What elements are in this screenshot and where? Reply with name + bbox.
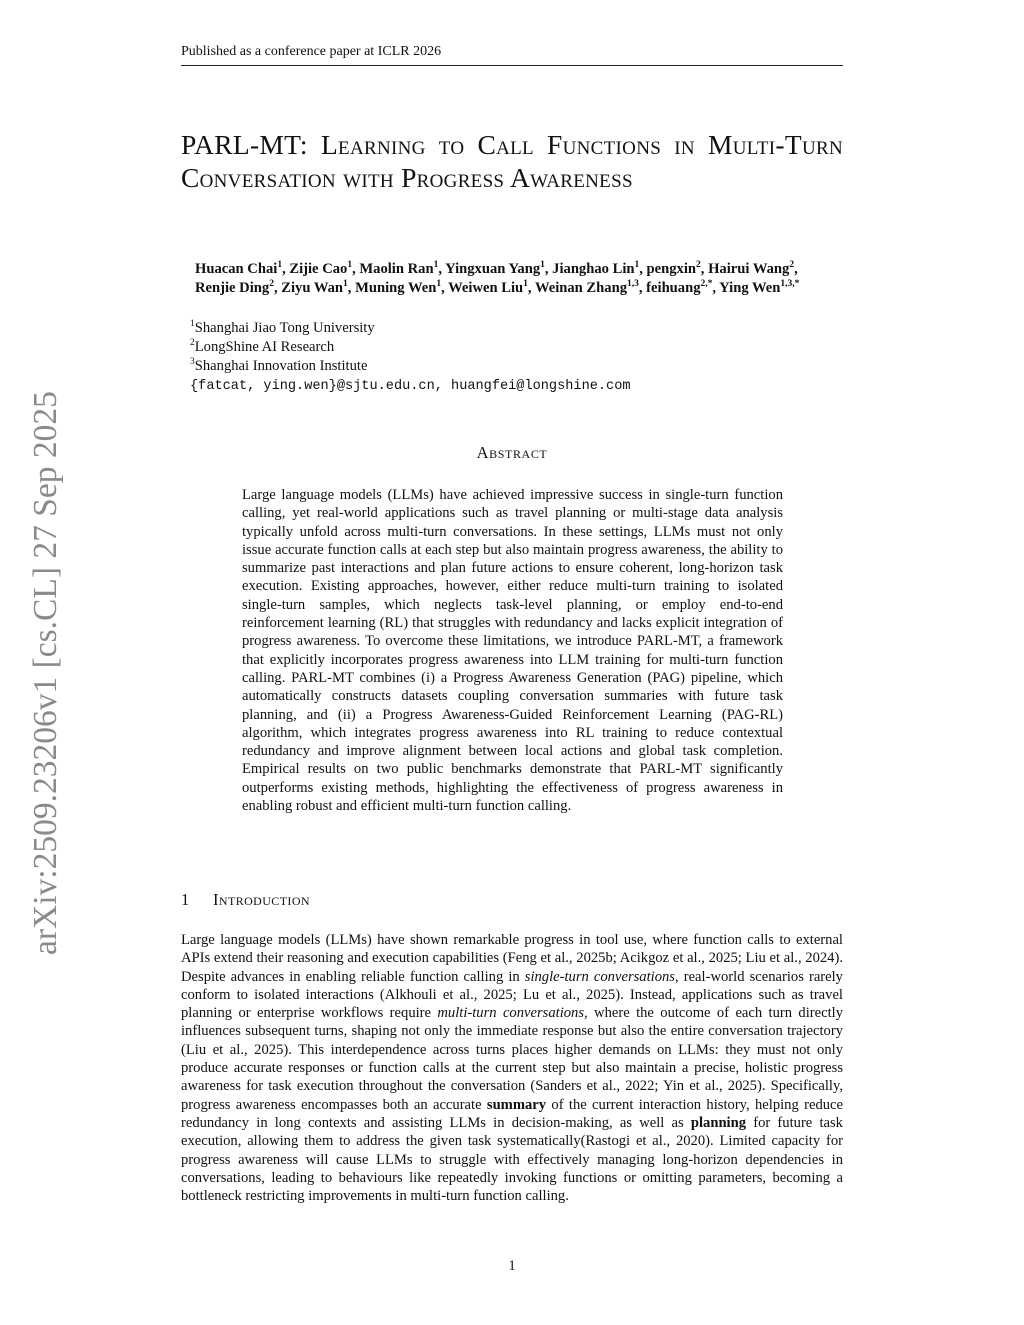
affiliation — [190, 357, 830, 376]
author-affiliation-mark: 1 — [343, 279, 348, 290]
author-name: feihuang — [646, 280, 701, 296]
author — [281, 280, 348, 296]
contact-emails: {fatcat, ying.wen}@sjtu.edu.cn, huangfei@longshine.com — [190, 378, 631, 394]
author — [289, 261, 352, 277]
emphasized-term: single-turn conversations — [524, 968, 675, 985]
author — [535, 280, 639, 296]
paragraph-text: for future task execution, allowing them to address the given task systematically(Rastogi et al., 2020). Limited capacity for progress awareness will cause LLMs to struggle with effectively managing long-horizon dependencies in conversations, leading to behaviours like repeatedly invoking functions or omitting parameters, becoming a bottleneck restricting improvements in multi-turn function calling. — [181, 1114, 843, 1205]
author-name: Yingxuan Yang — [445, 261, 541, 277]
author-affiliation-mark: 1 — [347, 260, 353, 271]
author-name: pengxin — [646, 261, 697, 277]
bold-term: summary — [486, 1096, 547, 1113]
bold-term: planning — [690, 1114, 747, 1131]
author — [359, 261, 438, 277]
author-affiliation-mark: 1 — [277, 260, 283, 271]
author-affiliation-mark: 2 — [696, 260, 701, 271]
author — [719, 280, 799, 296]
running-header: Published as a conference paper at ICLR 2026 — [181, 44, 843, 66]
author-name: Ying Wen — [719, 280, 781, 296]
paragraph-text: , real-world scenarios rarely conform to isolated interactions (Alkhouli et al., 2025; Lu et al., 2025). Instead, applications such as travel planning or enterprise workflows require — [181, 968, 843, 1022]
author-name: Jianghao Lin — [552, 261, 635, 277]
author — [708, 261, 794, 277]
author-affiliation-mark: 1 — [433, 260, 439, 271]
author — [552, 261, 639, 277]
author-affiliation-mark: 1 — [634, 260, 640, 271]
affiliation-name: Shanghai Jiao Tong University — [194, 320, 375, 336]
author — [646, 280, 712, 296]
author-affiliation-mark: 1,3 — [627, 279, 639, 290]
affiliation-list — [190, 319, 830, 396]
author-affiliation-mark: 2,* — [700, 279, 713, 290]
paragraph-text: Large language models (LLMs) have shown remarkable progress in tool use, where function calls to external APIs extend their reasoning and execution capabilities (Feng et al., 2025b; Acikgoz et al., 2025; Liu et al., 2024). Despite advances in enabling reliable function calling in — [181, 932, 843, 985]
author-affiliation-mark: 2 — [789, 260, 795, 271]
author-name: Muning Wen — [355, 280, 437, 296]
abstract-text: Large language models (LLMs) have achieved impressive success in single-turn function calling, yet real-world applications such as travel planning or multi-stage data analysis typically unfold across multi-turn conversations. In these settings, LLMs must not only issue accurate function calls at each step but also maintain progress awareness, the ability to summarize past interactions and plan future actions to ensure coherent, long-horizon task execution. Existing approaches, however, either reduce multi-turn training to isolated single-turn samples, which neglects task-level planning, or employ end-to-end reinforcement learning (RL) that struggles with redundancy and lacks explicit integration of progress awareness. To overcome these limitations, we introduce PARL-MT, a framework that explicitly incorporates progress awareness into LLM training for multi-turn function calling. PARL-MT combines (i) a Progress Awareness Generation (PAG) pipeline, which automatically constructs datasets coupling conversation summaries with future task planning, and (ii) a Progress Awareness-Guided Reinforcement Learning (PAG-RL) algorithm, which integrates progress awareness into RL training to reduce contextual redundancy and improve alignment between local actions and global task completion. Empirical results on two public benchmarks demonstrate that PARL-MT significantly outperforms existing methods, highlighting the effectiveness of progress awareness in enabling robust and efficient multi-turn function calling. — [242, 487, 783, 815]
author-name: Hairui Wang — [708, 261, 790, 277]
section-heading-introduction — [181, 890, 843, 910]
author-affiliation-mark: 2 — [269, 279, 274, 290]
author-affiliation-mark: 1 — [540, 260, 545, 271]
author — [195, 280, 274, 296]
paragraph-text: , where the outcome of each turn directly influences subsequent turns, shaping not only the immediate response but also the entire conversation trajectory (Liu et al., 2025). This interdependence across turns places higher demands on LLMs: they must not only produce accurate responses or function calls at the current step but also maintain a precise, holistic progress awareness for task execution throughout the conversation (Sanders et al., 2022; Yin et al., 2025). Specifically, progress awareness encompasses both an accurate — [181, 1005, 844, 1113]
section-title: Introduction — [213, 890, 310, 909]
affiliation — [190, 338, 830, 357]
author-name: Ziyu Wan — [281, 280, 344, 296]
author-affiliation-mark: 1 — [523, 279, 528, 290]
affiliation-lines — [190, 319, 830, 377]
emphasized-term: multi-turn conversations — [437, 1005, 585, 1022]
paper-title: PARL-MT: Learning to Call Functions in Multi-Turn Conversation with Progress Awareness — [181, 129, 843, 193]
author — [445, 261, 545, 277]
paragraph-text: of the current interaction history, helping reduce redundancy in long contexts and assisting LLMs in decision-making, as well as — [181, 1096, 843, 1131]
affiliation-number: 1 — [190, 319, 195, 330]
author-name: Zijie Cao — [289, 261, 348, 277]
abstract-heading: Abstract — [476, 443, 548, 462]
author-affiliation-mark: 1 — [436, 279, 442, 290]
author-name: Weiwen Liu — [448, 280, 524, 296]
author-name: Weinan Zhang — [534, 280, 627, 296]
author-name: Huacan Chai — [195, 261, 278, 277]
author-affiliation-mark: 1,3,* — [780, 279, 800, 290]
arxiv-identifier: arXiv:2509.23206v1 [cs.CL] 27 Sep 2025 — [27, 391, 64, 955]
page-number: 1 — [508, 1258, 516, 1274]
author — [355, 280, 441, 296]
section-number: 1 — [181, 890, 190, 909]
affiliation-name: LongShine AI Research — [194, 339, 335, 356]
author-name: Maolin Ran — [359, 261, 434, 277]
author-name: Renjie Ding — [195, 280, 270, 296]
affiliation — [190, 319, 830, 338]
author — [195, 261, 282, 277]
introduction-paragraph — [181, 931, 843, 1205]
author-list: Huacan Chai$^1$, Zijie Cao$^1$, Maolin Ran$^1$, Yingxuan Yang$^1$, Jianghao Lin$^1$, pengxin$^2$, Hairui Wang$^2$, Renjie Ding$^2$, Ziyu Wan$^1$, Muning Wen$^1$, Weiwen Liu$^1$, Weinan Zhang$^{1,3}$, feihuang$^{2,*}$, Ying Wen$^{1,3,*}$ — [195, 260, 800, 296]
author — [448, 280, 528, 296]
affiliation-number: 2 — [190, 338, 195, 349]
author — [647, 261, 701, 277]
affiliation-name: Shanghai Innovation Institute — [194, 358, 368, 375]
affiliation-number: 3 — [190, 357, 195, 368]
